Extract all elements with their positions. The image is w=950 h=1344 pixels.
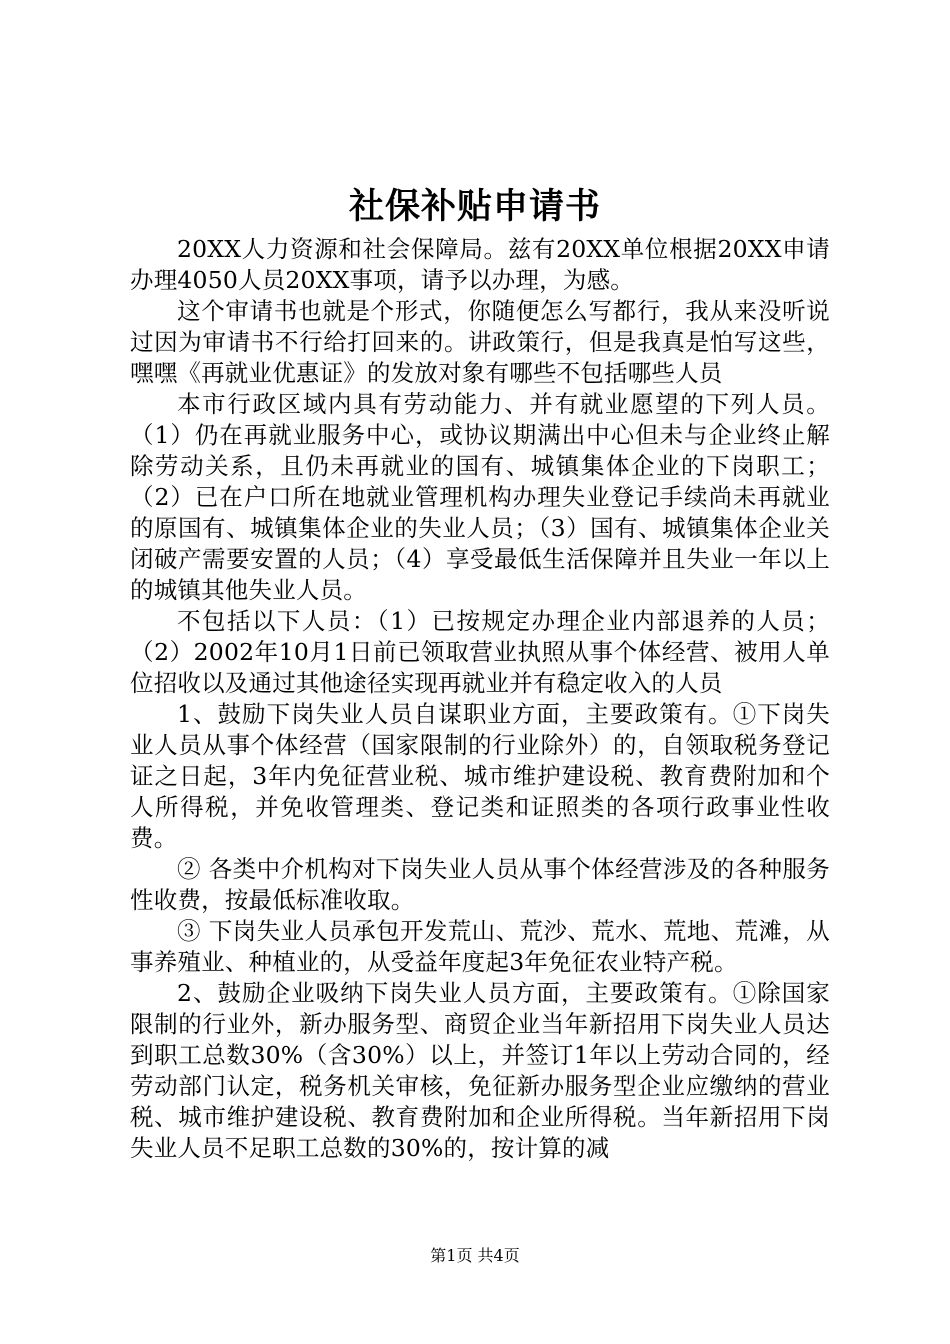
page-number: 第1页 共4页	[430, 1246, 520, 1265]
paragraph: 1、鼓励下岗失业人员自谋职业方面，主要政策有。①下岗失业人员从事个体经营（国家限制的行业除外）的，自领取税务登记证之日起，3年内免征营业税、城市维护建设税、教育费附加和个人所得税，并免收管理类、登记类和证照类的各项行政事业性收费。	[130, 700, 830, 852]
document-title: 社保补贴申请书	[348, 186, 601, 227]
paragraph: 不包括以下人员：（1）已按规定办理企业内部退养的人员；（2）2002年10月1日前已领取营业执照从事个体经营、被用人单位招收以及通过其他途径实现再就业并有稳定收入的人员	[130, 607, 830, 697]
paragraph: 20XX人力资源和社会保障局。兹有20XX单位根据20XX申请办理4050人员20XX事项，请予以办理，为感。	[130, 235, 830, 294]
paragraph: 2、鼓励企业吸纳下岗失业人员方面，主要政策有。①除国家限制的行业外，新办服务型、商贸企业当年新招用下岗失业人员达到职工总数30%（含30%）以上，并签订1年以上劳动合同的，经劳动部门认定，税务机关审核，免征新办服务型企业应缴纳的营业税、城市维护建设税、教育费附加和企业所得税。当年新招用下岗失业人员不足职工总数的30%的，按计算的减	[130, 979, 830, 1162]
document-body	[130, 234, 830, 1164]
paragraph: 这个审请书也就是个形式，你随便怎么写都行，我从来没听说过因为审请书不行给打回来的。讲政策行，但是我真是怕写这些，嘿嘿《再就业优惠证》的发放对象有哪些不包括哪些人员	[130, 297, 830, 387]
paragraph: ② 各类中介机构对下岗失业人员从事个体经营涉及的各种服务性收费，按最低标准收取。	[130, 855, 830, 914]
paragraph: 本市行政区域内具有劳动能力、并有就业愿望的下列人员。（1）仍在再就业服务中心，或协议期满出中心但未与企业终止解除劳动关系，且仍未再就业的国有、城镇集体企业的下岗职工；（2）已在户口所在地就业管理机构办理失业登记手续尚未再就业的原国有、城镇集体企业的失业人员；（3）国有、城镇集体企业关闭破产需要安置的人员；（4）享受最低生活保障并且失业一年以上的城镇其他失业人员。	[130, 390, 830, 604]
paragraph: ③ 下岗失业人员承包开发荒山、荒沙、荒水、荒地、荒滩，从事养殖业、种植业的，从受益年度起3年免征农业特产税。	[130, 917, 830, 976]
